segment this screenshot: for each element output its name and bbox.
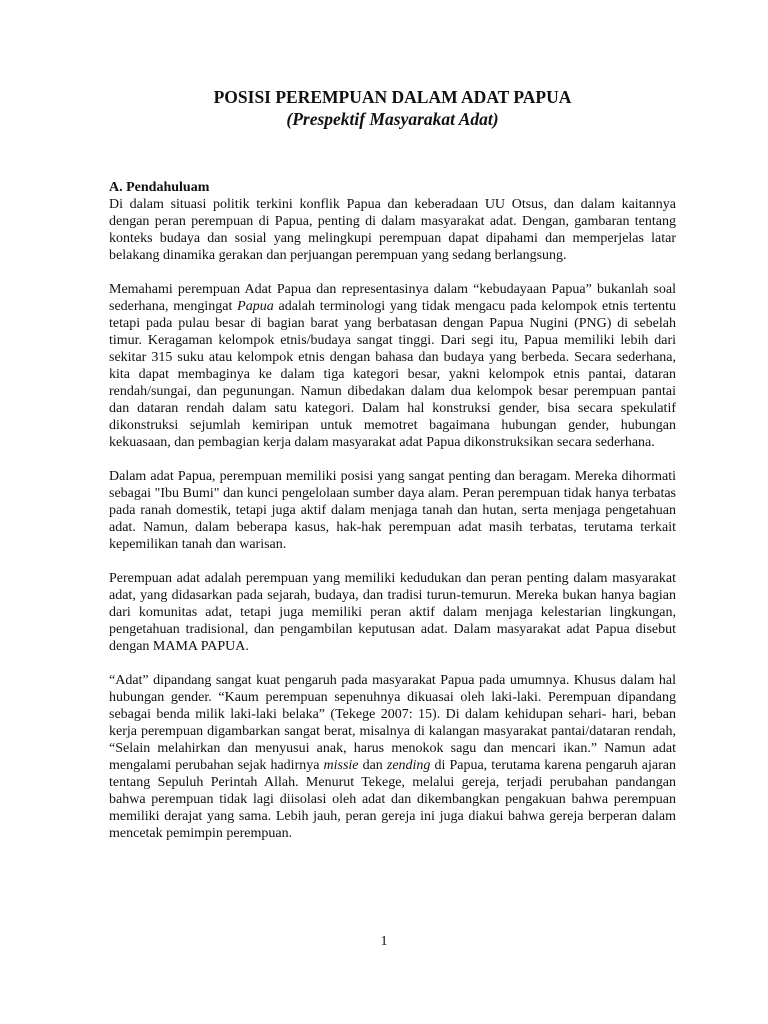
document-subtitle: (Prespektif Masyarakat Adat) bbox=[286, 109, 499, 129]
body-text bbox=[109, 196, 676, 842]
paragraph bbox=[109, 570, 676, 655]
paragraph bbox=[109, 281, 676, 451]
paragraph bbox=[109, 196, 676, 264]
italic-term: missie bbox=[323, 758, 359, 773]
paragraph bbox=[109, 672, 676, 842]
paragraph-text: dan bbox=[358, 758, 387, 773]
section-heading: A. Pendahuluam bbox=[109, 180, 210, 195]
italic-term: Papua bbox=[237, 299, 274, 314]
document-title: POSISI PEREMPUAN DALAM ADAT PAPUA bbox=[213, 87, 572, 107]
paragraph-text: Memahami perempuan Adat Papua dan representasinya dalam “kebudayaan Papua” bukanlah soal sederhana, mengingat bbox=[109, 282, 676, 314]
italic-term: zending bbox=[386, 758, 431, 773]
paragraph-text: di Papua, terutama karena pengaruh ajaran tentang Sepuluh Perintah Allah. Menurut Tekege, melalui gereja, terjadi perubahan pandangan bahwa perempuan tidak lagi diisolasi oleh adat dan dikembangkan pengakuan bahwa perempuan memiliki derajat yang sama. Lebih jauh, peran gereja ini juga diakui bahwa gereja berperan dalam mencetak pemimpin perempuan. bbox=[109, 758, 676, 841]
paragraph-text: “Adat” dipandang sangat kuat pengaruh pada masyarakat Papua pada umumnya. Khusus dalam hal hubungan gender. “Kaum perempuan sepenuhnya dikuasai oleh laki-laki. Perempuan dipandang sebagai benda milik laki-laki belaka” (Tekege 2007: 15). Di dalam kehidupan sehari- hari, beban kerja perempuan digambarkan sangat berat, misalnya di kalangan masyarakat pantai/dataran rendah, “Selain melahirkan dan menyusui anak, harus menokok sagu dan mencari ikan.” Namun adat mengalami perubahan sejak hadirnya bbox=[109, 673, 676, 773]
paragraph-text: adalah terminologi yang tidak mengacu pada kelompok etnis tertentu tetapi pada pulau besar di bagian barat yang berbatasan dengan Papua Nugini (PNG) di sebelah timur. Keragaman kelompok etnis/budaya sangat tinggi. Dari segi itu, Papua memiliki lebih dari sekitar 315 suku atau kelompok etnis dengan bahasa dan budaya yang berbeda. Secara sederhana, kita dapat membaginya ke dalam tiga kategori besar, yakni kelompok etnis pantai, dataran rendah/sungai, dan pegunungan. Namun dibedakan dalam dua kelompok besar perempuan pantai dan dataran rendah dalam satu kategori. Dalam hal konstruksi gender, bisa secara spekulatif dikonstruksi sejumlah kemiripan untuk memotret bagaimana hubungan gender, hubungan kekuasaan, dan pembagian kerja dalam masyarakat adat Papua dikonstruksikan secara sederhana. bbox=[109, 299, 677, 450]
page-number: 1 bbox=[380, 934, 388, 949]
document-page bbox=[109, 86, 676, 859]
paragraph-text: Di dalam situasi politik terkini konflik Papua dan keberadaan UU Otsus, dan dalam kaitannya dengan peran perempuan di Papua, penting di dalam masyarakat adat. Dengan, gambaran tentang konteks budaya dan sosial yang melingkupi perempuan dapat dipahami dan memperjelas latar belakang dinamika gerakan dan perjuangan perempuan yang sedang berlangsung. bbox=[109, 197, 676, 263]
paragraph bbox=[109, 468, 676, 553]
paragraph-text: Perempuan adat adalah perempuan yang memiliki kedudukan dan peran penting dalam masyarakat adat, yang didasarkan pada sejarah, budaya, dan tradisi turun-temurun. Mereka bukan hanya bagian dari komunitas adat, tetapi juga memiliki peran aktif dalam menjaga kelestarian lingkungan, pengetahuan tradisional, dan pengambilan keputusan adat. Dalam masyarakat adat Papua disebut dengan MAMA PAPUA. bbox=[109, 571, 676, 654]
paragraph-text: Dalam adat Papua, perempuan memiliki posisi yang sangat penting dan beragam. Mereka dihormati sebagai "Ibu Bumi" dan kunci pengelolaan sumber daya alam. Peran perempuan tidak hanya terbatas pada ranah domestik, tetapi juga aktif dalam menjaga tanah dan hutan, serta menjaga pengetahuan adat. Namun, dalam beberapa kasus, hak-hak perempuan adat masih terbatas, terutama terkait kepemilikan tanah dan warisan. bbox=[109, 469, 676, 552]
